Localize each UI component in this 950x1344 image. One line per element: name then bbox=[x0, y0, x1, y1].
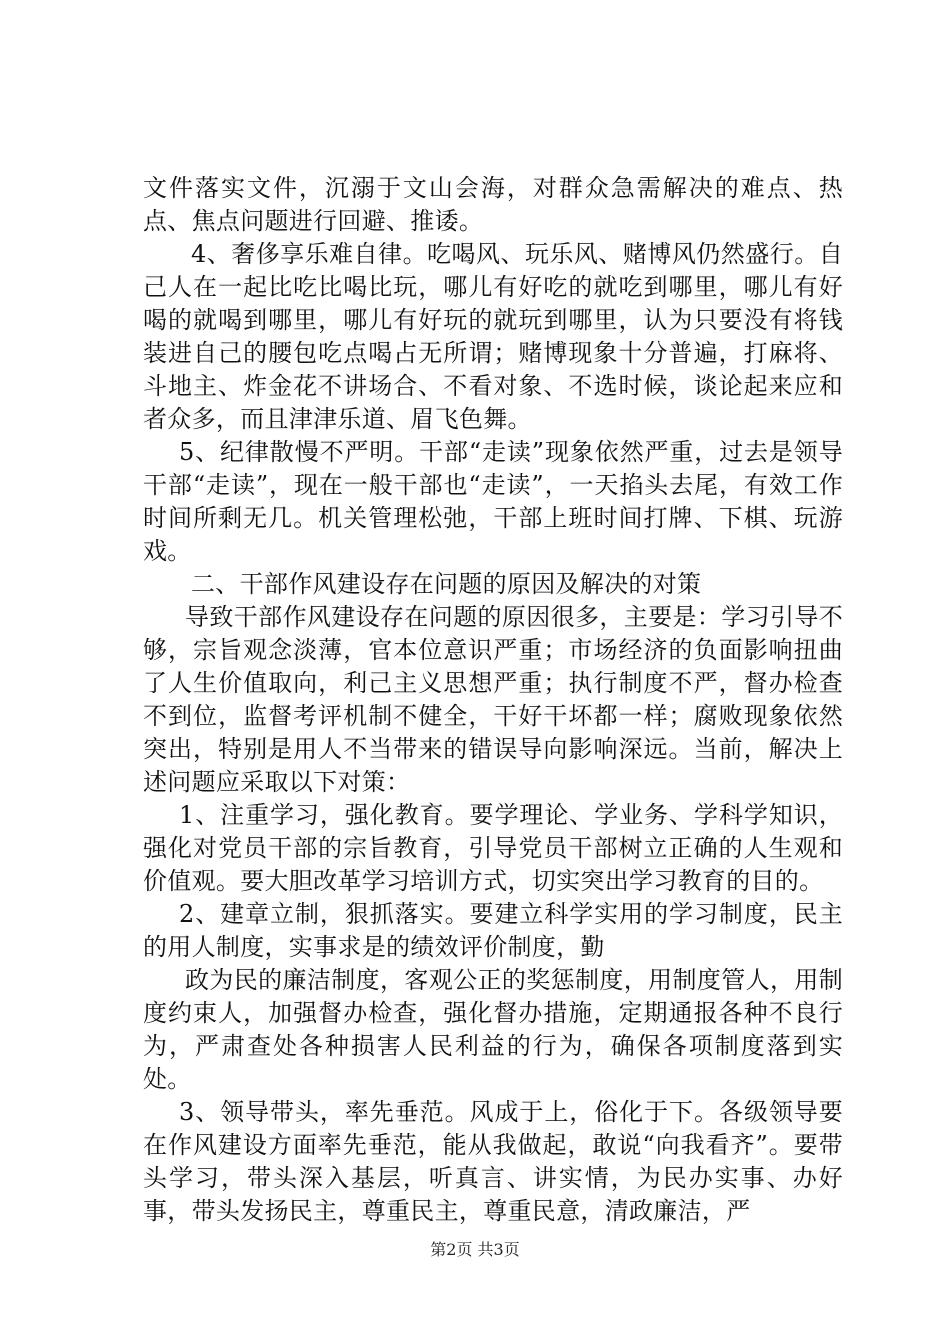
paragraph-3: 5、纪律散慢不严明。干部“走读”现象依然严重，过去是领导干部“走读”，现在一般干部也“走读”，一天掐头去尾，有效工作时间所剩无几。机关管理松弛，干部上班时间打牌、下棋、玩游戏。 bbox=[143, 438, 843, 565]
page-footer: 第2页 共3页 bbox=[430, 1240, 520, 1259]
section-heading: 二、干部作风建设存在问题的原因及解决的对策 bbox=[191, 570, 702, 598]
paragraph-8: 3、领导带头，率先垂范。风成于上，俗化于下。各级领导要在作风建设方面率先垂范，能从我做起，敢说“向我看齐”。要带头学习，带头深入基层，听真言、讲实情，为民办实事、办好事，带头发扬民主，尊重民主，尊重民意，清政廉洁，严 bbox=[143, 1098, 843, 1225]
paragraph-5: 1、注重学习，强化教育。要学理论、学业务、学科学知识，强化对党员干部的宗旨教育，引导党员干部树立正确的人生观和价值观。要大胆改革学习培训方式，切实突出学习教育的目的。 bbox=[143, 801, 843, 895]
paragraph-7: 政为民的廉洁制度，客观公正的奖惩制度，用制度管人，用制度约束人，加强督办检查，强化督办措施，定期通报各种不良行为，严肃查处各种损害人民利益的行为，确保各项制度落到实处。 bbox=[143, 966, 843, 1093]
document-body bbox=[143, 172, 843, 1228]
paragraph-2: 4、奢侈享乐难自律。吃喝风、玩乐风、赌博风仍然盛行。自己人在一起比吃比喝比玩，哪儿有好吃的就吃到哪里，哪儿有好喝的就喝到哪里，哪儿有好玩的就玩到哪里，认为只要没有将钱装进自己的腰包吃点喝占无所谓；赌博现象十分普遍，打麻将、斗地主、炸金花不讲场合、不看对象、不选时候，谈论起来应和者众多，而且津津乐道、眉飞色舞。 bbox=[143, 240, 843, 433]
paragraph-6: 2、建章立制，狠抓落实。要建立科学实用的学习制度，民主的用人制度，实事求是的绩效评价制度，勤 bbox=[143, 900, 843, 961]
paragraph-4: 导致干部作风建设存在问题的原因很多，主要是：学习引导不够，宗旨观念淡薄，官本位意识严重；市场经济的负面影响扭曲了人生价值取向，利己主义思想严重；执行制度不严，督办检查不到位，监督考评机制不健全，干好干坏都一样；腐败现象依然突出，特别是用人不当带来的错误导向影响深远。当前，解决上述问题应采取以下对策： bbox=[143, 603, 843, 796]
paragraph-1: 文件落实文件，沉溺于文山会海，对群众急需解决的难点、热点、焦点问题进行回避、推诿。 bbox=[143, 174, 843, 235]
